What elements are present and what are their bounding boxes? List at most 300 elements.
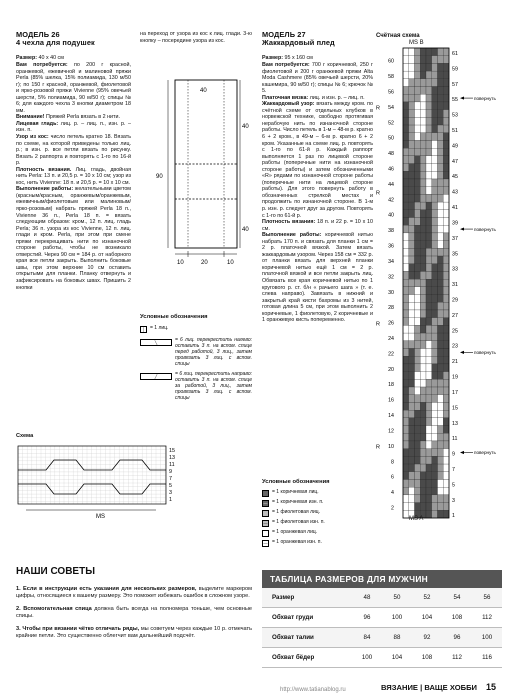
chart-cell xyxy=(443,87,449,95)
chart-cell xyxy=(420,110,426,118)
chart-row-number: 44 xyxy=(388,181,394,188)
chart-cell xyxy=(420,341,426,349)
chart-cell xyxy=(415,464,421,472)
svg-text:3: 3 xyxy=(169,490,172,496)
chart-cell xyxy=(432,418,438,426)
chart-cell xyxy=(432,487,438,495)
chart-row-number: 7 xyxy=(452,467,455,473)
chart-cell xyxy=(443,94,449,102)
chart-cell xyxy=(420,318,426,326)
chart-row-number: 38 xyxy=(388,228,394,235)
chart-cell xyxy=(403,48,409,56)
chart-cell xyxy=(420,279,426,287)
chart-cell xyxy=(432,210,438,218)
chart-cell xyxy=(420,503,426,511)
chart-cell xyxy=(403,271,409,279)
scheme-title: Схема xyxy=(16,433,34,439)
chart-cell xyxy=(432,341,438,349)
chart-cell xyxy=(403,63,409,71)
chart-cell xyxy=(420,387,426,395)
size-cell: 84 xyxy=(352,628,382,648)
chart-cell xyxy=(403,202,409,210)
cable-line xyxy=(18,460,166,470)
size-cell: 104 xyxy=(382,648,412,668)
chart-cell xyxy=(426,156,432,164)
chart-cell xyxy=(415,310,421,318)
chart-cell xyxy=(432,449,438,457)
chart-cell xyxy=(403,395,409,403)
chart-cell xyxy=(438,333,444,341)
chart-cell xyxy=(438,148,444,156)
chart-cell xyxy=(432,295,438,303)
chart-cell xyxy=(432,202,438,210)
chart-cell xyxy=(443,402,449,410)
chart-cell xyxy=(403,264,409,272)
chart-cell xyxy=(409,171,415,179)
chart-cell xyxy=(443,133,449,141)
chart-cell xyxy=(403,418,409,426)
chart-cell xyxy=(409,456,415,464)
chart-cell xyxy=(420,264,426,272)
chart-row-number: 3 xyxy=(452,497,455,504)
chart-cell xyxy=(443,372,449,380)
chart-cell xyxy=(420,472,426,480)
chart-cell xyxy=(438,341,444,349)
chart-cell xyxy=(409,94,415,102)
chart-cell xyxy=(403,179,409,187)
chart-cell xyxy=(409,248,415,256)
chart-cell xyxy=(415,333,421,341)
chart-row-number: 24 xyxy=(388,336,394,343)
chart-cell xyxy=(409,194,415,202)
chart-row-number: 18 xyxy=(388,382,394,389)
chart-cell xyxy=(426,63,432,71)
chart-cell xyxy=(432,410,438,418)
chart-cell xyxy=(432,233,438,241)
chart-cell xyxy=(426,256,432,264)
chart-cell xyxy=(415,179,421,187)
chart-cell xyxy=(409,63,415,71)
chart-cell xyxy=(443,387,449,395)
chart-cell xyxy=(420,348,426,356)
chart-cell xyxy=(409,179,415,187)
chart-cell xyxy=(403,495,409,503)
chart-cell xyxy=(438,387,444,395)
chart-cell xyxy=(426,48,432,56)
size-cell: 96 xyxy=(442,628,472,648)
chart-cell xyxy=(443,503,449,511)
size-row xyxy=(262,628,502,648)
chart-cell xyxy=(403,333,409,341)
chart-cell xyxy=(426,426,432,434)
size-cell: 100 xyxy=(382,608,412,628)
watermark: http://www.tatianablog.ru xyxy=(280,687,346,693)
chart-cell xyxy=(426,402,432,410)
chart-cell xyxy=(426,395,432,403)
chart-row-number: 26 xyxy=(388,320,394,327)
chart-cell xyxy=(443,171,449,179)
chart-cell xyxy=(438,426,444,434)
chart-row-number: 60 xyxy=(388,58,394,65)
chart-cell xyxy=(403,133,409,141)
chart-row-number: 2 xyxy=(391,505,394,512)
chart-cell xyxy=(438,402,444,410)
chart-cell xyxy=(438,140,444,148)
chart-cell xyxy=(438,179,444,187)
chart-cell xyxy=(443,433,449,441)
size-cell: 54 xyxy=(442,588,472,608)
legend-title: Условные обозначения xyxy=(140,314,208,320)
cable-scheme xyxy=(16,440,186,522)
chart-cell xyxy=(443,233,449,241)
chart-cell xyxy=(426,487,432,495)
svg-text:15: 15 xyxy=(169,448,175,454)
chart-cell xyxy=(403,402,409,410)
chart-cell xyxy=(426,333,432,341)
chart-row-number: 23 xyxy=(452,343,458,350)
chart-cell xyxy=(409,164,415,172)
purple-purl-swatch: — xyxy=(263,521,268,526)
chart-cell xyxy=(432,94,438,102)
chart-cell xyxy=(438,479,444,487)
size-cell: 56 xyxy=(472,588,502,608)
chart-cell xyxy=(443,194,449,202)
chart-cell xyxy=(415,372,421,380)
repeat-marker: R xyxy=(376,105,380,112)
chart-cell xyxy=(409,110,415,118)
chart-cell xyxy=(420,179,426,187)
chart-cell xyxy=(443,202,449,210)
chart-cell xyxy=(403,79,409,87)
chart-cell xyxy=(438,495,444,503)
chart-cell xyxy=(420,63,426,71)
model26-attention: Внимание! Пряжей Perla вязать в 2 нити. xyxy=(16,114,120,121)
dim-label: 40 xyxy=(242,227,249,233)
chart-cell xyxy=(403,372,409,380)
chart-cell xyxy=(426,364,432,372)
chart-row-number: 33 xyxy=(452,266,458,273)
chart-row-number: 6 xyxy=(391,474,394,481)
chart-row-number: 53 xyxy=(452,112,458,119)
chart-cell xyxy=(420,464,426,472)
turn-arrowhead xyxy=(460,351,464,354)
chart-cell xyxy=(415,256,421,264)
chart-cell xyxy=(443,187,449,195)
chart-cell xyxy=(409,410,415,418)
chart-cell xyxy=(409,364,415,372)
chart-row-number: 56 xyxy=(388,89,394,96)
chart-cell xyxy=(426,387,432,395)
chart-cell xyxy=(443,356,449,364)
chart-cell xyxy=(415,503,421,511)
chart-cell xyxy=(432,256,438,264)
chart-cell xyxy=(409,117,415,125)
chart-cell xyxy=(426,503,432,511)
chart-cell xyxy=(426,110,432,118)
chart-cell xyxy=(409,202,415,210)
size-row xyxy=(262,588,502,608)
repeat-marker: R xyxy=(376,444,380,451)
chart-cell xyxy=(432,479,438,487)
chart-cell xyxy=(438,87,444,95)
chart-cell xyxy=(426,94,432,102)
cable-line xyxy=(18,484,166,494)
footer-magazine: ВЯЗАНИЕ | ВАЩЕ ХОББИ xyxy=(381,683,477,692)
chart-cell xyxy=(426,202,432,210)
legend-plaid: Условные обозначения = 1 коричневая лиц. — = 1 коричневая изн. п. = 1 фиолетовая лиц. — = 1 фиолетовая изн. п. = 1 оранжевая лиц. — = 1 оранжевая изн. п. xyxy=(262,479,373,549)
chart-cell xyxy=(443,117,449,125)
chart-cell xyxy=(403,287,409,295)
chart-cell xyxy=(426,102,432,110)
chart-cell xyxy=(438,225,444,233)
chart-cell xyxy=(403,233,409,241)
chart-cell xyxy=(443,510,449,518)
chart-cell xyxy=(420,248,426,256)
turn-label: повернуть xyxy=(474,350,496,356)
tips-section xyxy=(16,566,252,646)
chart27-title: Счётная схема xyxy=(376,33,420,39)
model27-size: Размер: 95 х 160 см xyxy=(262,55,313,62)
chart-cell xyxy=(415,202,421,210)
chart-cell xyxy=(443,241,449,249)
chart-cell xyxy=(415,348,421,356)
chart-cell xyxy=(420,56,426,64)
chart-row-number: 29 xyxy=(452,297,458,304)
chart-cell xyxy=(409,479,415,487)
chart-cell xyxy=(443,179,449,187)
svg-text:11: 11 xyxy=(169,462,175,468)
model27-stitch2: Жаккардовый узор: вязать между кром. по счётной схеме от отдельных клубков в норвежской технике, свободно протягивая нерабочую нить по изнаночной стороне работы. Число петель в 1-м – 48-м р. кратно 6 + 2 кром., в 49-м – 6-м р. кратно 6 + 2 кром. Указанные на схеме лиц. р. повторять с 1-го по 61-й р. Каждый раппорт выполняется 1 раз по лицевой стороне работы (поперечные нити на изнаночной стороне работы) и затем обозначенными «R» рядами по изнаночной стороне работы (поперечные нити на лицевой стороне работы). Для этого повернуть работу в обозначенных стрелкой местах и продолжить по изнаночной стороне. В 1-м р. изн. р. следует друг за другом. Повторять с 1-го по 61-й р. xyxy=(262,101,374,219)
chart-cell xyxy=(420,187,426,195)
chart-cell xyxy=(415,364,421,372)
chart-cell xyxy=(403,148,409,156)
chart-cell xyxy=(438,63,444,71)
chart-cell xyxy=(409,503,415,511)
chart-cell xyxy=(403,379,409,387)
chart-cell xyxy=(409,56,415,64)
chart-cell xyxy=(415,94,421,102)
chart-cell xyxy=(438,279,444,287)
chart-cell xyxy=(432,171,438,179)
chart-cell xyxy=(432,325,438,333)
chart-cell xyxy=(409,341,415,349)
chart-cell xyxy=(426,140,432,148)
size-table xyxy=(262,570,502,668)
chart-cell xyxy=(409,426,415,434)
chart-cell xyxy=(426,441,432,449)
chart-cell xyxy=(409,148,415,156)
chart-cell xyxy=(438,218,444,226)
chart-row-number: 57 xyxy=(452,81,458,88)
chart-cell xyxy=(409,433,415,441)
scheme-ms-label: MS xyxy=(96,514,105,520)
chart-cell xyxy=(415,271,421,279)
legend-pillow xyxy=(140,314,252,405)
chart-cell xyxy=(432,302,438,310)
chart-cell xyxy=(420,210,426,218)
chart-cell xyxy=(409,449,415,457)
chart-cell xyxy=(432,364,438,372)
model27-density: Плотность вязания: 18 п. и 22 р. = 10 х 10 см. xyxy=(262,219,374,232)
svg-text:5: 5 xyxy=(169,483,172,489)
model27-work: Выполнение работы: коричневой нитью набрать 170 п. и связать для планки 1 см = 2 р. платочной вязкой. Затем вязать жаккардовым узором. Через 158 см = 332 р. от планки вязать для верхней планки коричневой нитью ещё 1 см = 2 р. платочной вязкой и все петли закрыть лиц. Обвязать все края коричневой нитью по 1 кругового р. ст. б/н « рачьего шага » (т. е. слева направо). Завязать в нижний и закрытый край кисти бахромы из 3 нитей, готовая длина 5 см, при этом выполнить 2 коричневые, 1 фиолетовую, 2 коричневые и 1 оранжевую кисть попеременно. xyxy=(262,232,373,324)
chart-cell xyxy=(420,456,426,464)
chart-cell xyxy=(432,379,438,387)
chart-cell xyxy=(438,441,444,449)
chart-cell xyxy=(426,148,432,156)
chart-cell xyxy=(420,441,426,449)
chart-cell xyxy=(415,48,421,56)
chart-cell xyxy=(426,379,432,387)
chart-cell xyxy=(438,56,444,64)
chart-cell xyxy=(403,125,409,133)
dim-label: 20 xyxy=(201,260,208,266)
chart-cell xyxy=(403,218,409,226)
chart-row-number: 27 xyxy=(452,312,458,319)
chart-cell xyxy=(420,379,426,387)
chart-cell xyxy=(438,71,444,79)
chart-cell xyxy=(438,202,444,210)
chart-cell xyxy=(403,171,409,179)
chart-cell xyxy=(403,456,409,464)
chart-cell xyxy=(432,510,438,518)
size-cell: 108 xyxy=(412,648,442,668)
chart-cell xyxy=(420,125,426,133)
size-cell: 48 xyxy=(352,588,382,608)
chart-cell xyxy=(438,256,444,264)
chart-cell xyxy=(443,495,449,503)
chart-cell xyxy=(415,287,421,295)
chart-cell xyxy=(409,225,415,233)
chart-cell xyxy=(432,71,438,79)
chart-row-number: 10 xyxy=(388,443,394,450)
chart-cell xyxy=(420,225,426,233)
chart-cell xyxy=(403,426,409,434)
chart-cell xyxy=(443,379,449,387)
chart-cell xyxy=(443,264,449,272)
legend2-title: Условные обозначения xyxy=(262,479,330,485)
chart-cell xyxy=(443,156,449,164)
chart-row-number: 28 xyxy=(388,305,394,312)
chart-cell xyxy=(438,79,444,87)
chart-cell xyxy=(432,48,438,56)
turn-arrowhead xyxy=(460,451,464,454)
tips-title: НАШИ СОВЕТЫ xyxy=(16,566,95,577)
chart-cell xyxy=(415,433,421,441)
chart-cell xyxy=(409,87,415,95)
chart-cell xyxy=(420,241,426,249)
model27-subtitle: Жаккардовый плед xyxy=(262,38,335,48)
repeat-marker: R xyxy=(376,321,380,328)
chart-cell xyxy=(443,125,449,133)
chart-cell xyxy=(438,194,444,202)
chart-cell xyxy=(432,225,438,233)
chart-cell xyxy=(443,472,449,480)
chart-cell xyxy=(403,241,409,249)
chart-cell xyxy=(438,271,444,279)
chart-cell xyxy=(403,441,409,449)
chart-cell xyxy=(426,372,432,380)
chart-cell xyxy=(426,356,432,364)
chart-cell xyxy=(415,379,421,387)
chart-cell xyxy=(415,194,421,202)
chart-cell xyxy=(409,264,415,272)
chart-cell xyxy=(420,487,426,495)
size-table-title: ТАБЛИЦА РАЗМЕРОВ ДЛЯ МУЖЧИН xyxy=(262,570,502,588)
chart-row-number: 30 xyxy=(388,289,394,296)
chart-cell xyxy=(420,202,426,210)
chart-cell xyxy=(409,140,415,148)
chart-row-number: 36 xyxy=(388,243,394,250)
chart-row-number: 16 xyxy=(388,397,394,404)
chart-cell xyxy=(438,410,444,418)
model26-materials: Вам потребуется: по 200 г красной, оранжевой, ежевичной и малиновой пряжи Perla (85% шелка, 15% полиамида, 130 м/50 г); по 150 г красной, оранжевой, фиолетовой и ярко-розовой пряжи Vivienne (95% овечьей шерсти, 5% полиамида, 90 м/50 г); спицы № 6; для каждого чехла 3 кнопки диаметром 18 мм. xyxy=(16,61,132,114)
chart-row-number: 54 xyxy=(388,104,394,111)
chart-cell xyxy=(409,302,415,310)
chart-cell xyxy=(409,441,415,449)
chart-cell xyxy=(432,287,438,295)
chart-cell xyxy=(432,264,438,272)
chart-cell xyxy=(415,410,421,418)
chart-cell xyxy=(415,248,421,256)
chart-cell xyxy=(432,395,438,403)
chart-row-number: 9 xyxy=(452,451,455,458)
chart-cell xyxy=(415,426,421,434)
chart-cell xyxy=(426,295,432,303)
chart-cell xyxy=(420,495,426,503)
size-cell: 52 xyxy=(412,588,442,608)
chart-cell xyxy=(438,510,444,518)
chart-cell xyxy=(443,218,449,226)
chart-cell xyxy=(415,56,421,64)
chart-cell xyxy=(409,210,415,218)
chart-cell xyxy=(420,395,426,403)
chart-cell xyxy=(426,472,432,480)
chart-cell xyxy=(415,318,421,326)
chart-cell xyxy=(426,117,432,125)
chart-cell xyxy=(420,156,426,164)
chart-cell xyxy=(438,433,444,441)
chart-cell xyxy=(409,133,415,141)
dim-label: 10 xyxy=(227,260,234,266)
chart-cell xyxy=(420,218,426,226)
chart-cell xyxy=(443,271,449,279)
chart-cell xyxy=(415,279,421,287)
chart-cell xyxy=(415,449,421,457)
chart-row-number: 39 xyxy=(452,220,458,227)
chart-cell xyxy=(443,279,449,287)
chart-row-number: 35 xyxy=(452,251,458,258)
chart-cell xyxy=(438,503,444,511)
chart-cell xyxy=(438,164,444,172)
chart-cell xyxy=(443,310,449,318)
turn-label: повернуть xyxy=(474,450,496,456)
chart-row-number: 21 xyxy=(452,359,458,366)
chart-cell xyxy=(443,418,449,426)
size-table-grid xyxy=(262,588,502,668)
chart-cell xyxy=(426,318,432,326)
chart-cell xyxy=(438,241,444,249)
chart-row-number: 8 xyxy=(391,459,394,466)
chart-cell xyxy=(420,102,426,110)
chart-row-number: 55 xyxy=(452,97,458,104)
chart-cell xyxy=(415,102,421,110)
size-row xyxy=(262,648,502,668)
chart-cell xyxy=(415,210,421,218)
chart-cell xyxy=(443,341,449,349)
chart-cell xyxy=(426,348,432,356)
chart-cell xyxy=(438,264,444,272)
